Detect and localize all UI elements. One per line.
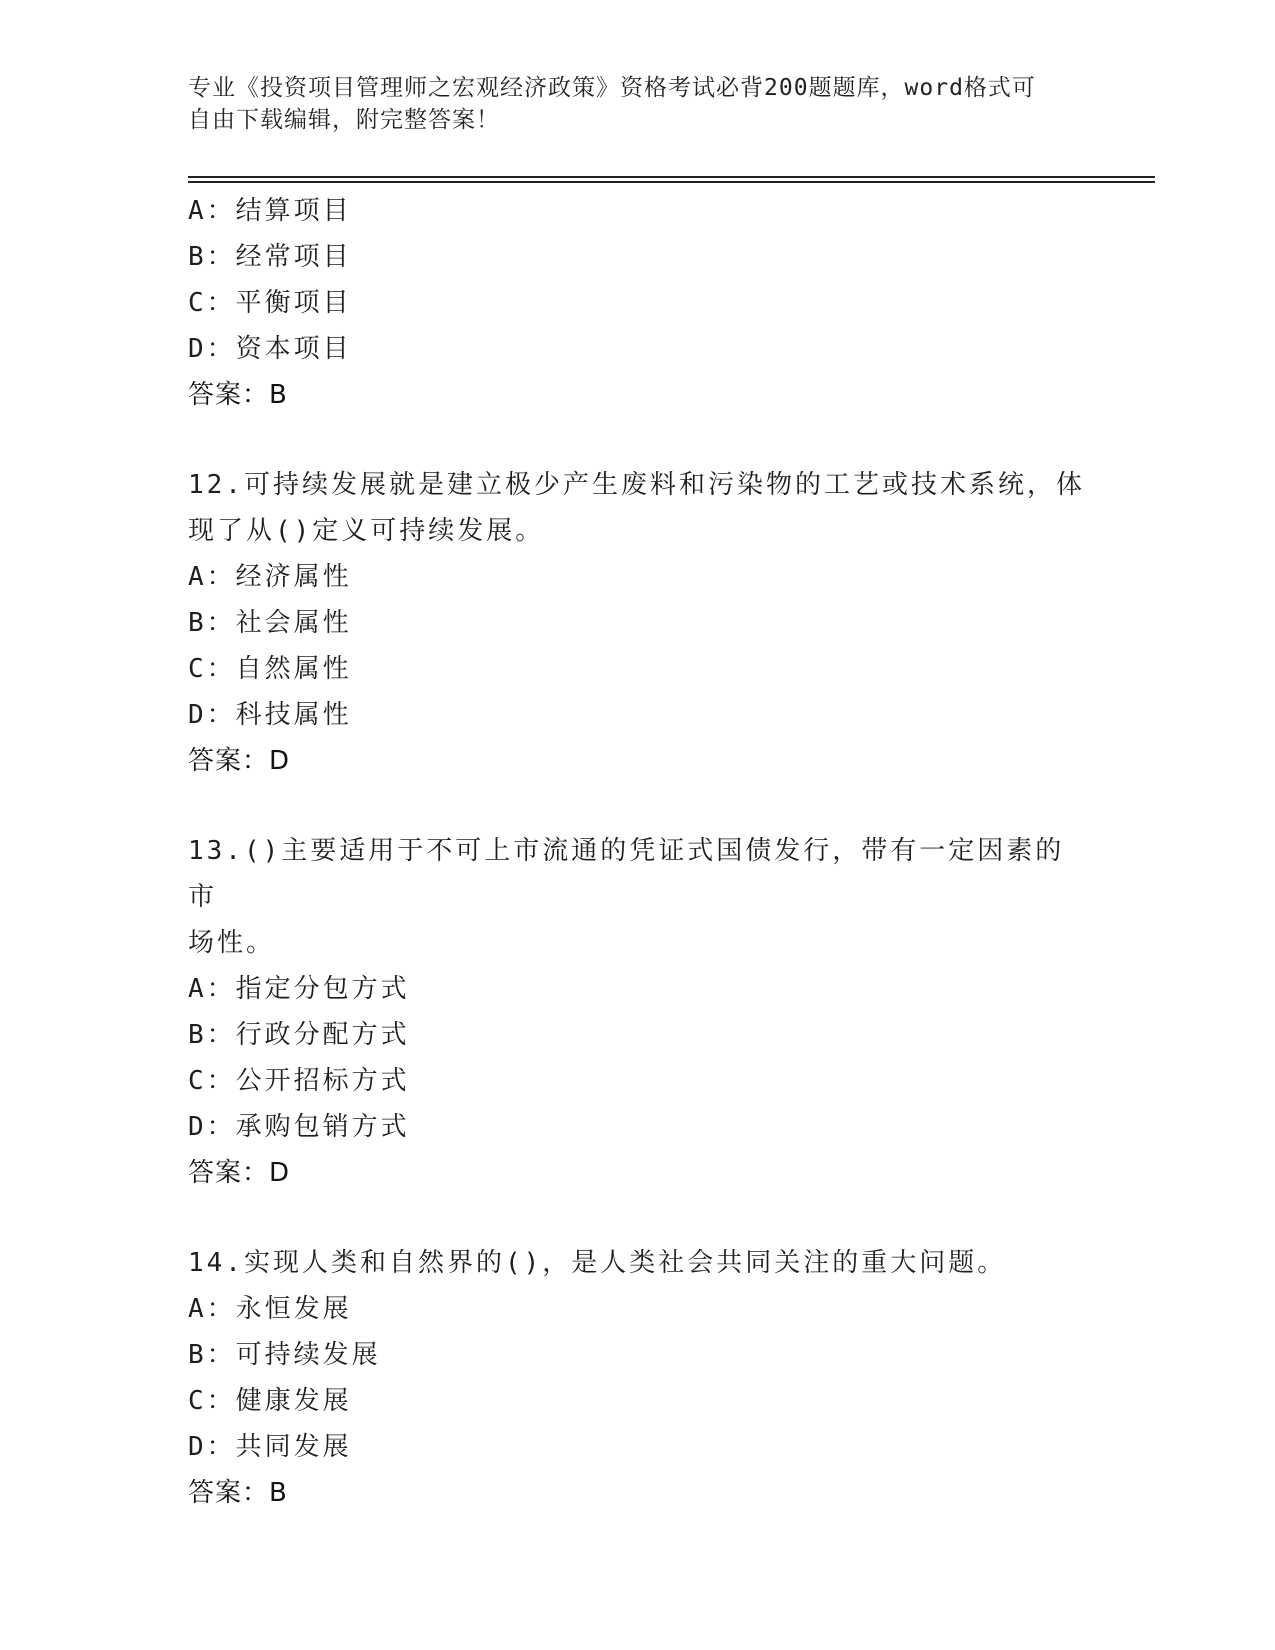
option-d bbox=[188, 1104, 1088, 1150]
option-d bbox=[188, 326, 1088, 372]
option-key: A： bbox=[188, 1294, 236, 1324]
option-text: 科技属性 bbox=[235, 700, 352, 730]
option-text: 行政分配方式 bbox=[235, 1020, 410, 1050]
option-text: 承购包销方式 bbox=[235, 1112, 410, 1142]
option-text: 结算项目 bbox=[235, 196, 352, 226]
spacer bbox=[188, 1196, 1088, 1240]
question-stem-line-2: 现了从()定义可持续发展。 bbox=[188, 516, 545, 546]
option-a bbox=[188, 1286, 1088, 1332]
answer-line: 答案：D bbox=[188, 1158, 291, 1188]
question-11 bbox=[188, 188, 1088, 418]
option-text: 自然属性 bbox=[235, 654, 352, 684]
option-c bbox=[188, 1058, 1088, 1104]
option-key: B： bbox=[188, 1340, 236, 1370]
option-key: C： bbox=[188, 654, 236, 684]
option-b bbox=[188, 1332, 1088, 1378]
header-divider-bottom bbox=[188, 181, 1155, 183]
option-d bbox=[188, 692, 1088, 738]
answer-line: 答案：B bbox=[188, 380, 288, 410]
header-title-line-2: 自由下载编辑，附完整答案！ bbox=[188, 107, 500, 133]
answer-line: 答案：D bbox=[188, 746, 291, 776]
option-key: C： bbox=[188, 1066, 236, 1096]
spacer bbox=[188, 784, 1088, 828]
option-b bbox=[188, 1012, 1088, 1058]
option-key: B： bbox=[188, 608, 236, 638]
question-stem-line-1: 13.()主要适用于不可上市流通的凭证式国债发行，带有一定因素的市 bbox=[188, 836, 1065, 912]
question-stem bbox=[188, 462, 1088, 554]
option-text: 指定分包方式 bbox=[235, 974, 410, 1004]
option-text: 经济属性 bbox=[235, 562, 352, 592]
option-text: 共同发展 bbox=[235, 1432, 352, 1462]
option-key: D： bbox=[188, 1112, 236, 1142]
question-stem bbox=[188, 1240, 1088, 1286]
option-b bbox=[188, 234, 1088, 280]
question-stem bbox=[188, 828, 1088, 966]
option-text: 资本项目 bbox=[235, 334, 352, 364]
option-a bbox=[188, 188, 1088, 234]
question-14 bbox=[188, 1240, 1088, 1516]
option-key: C： bbox=[188, 288, 236, 318]
option-a bbox=[188, 554, 1088, 600]
option-text: 平衡项目 bbox=[235, 288, 352, 318]
header-title-line-1: 专业《投资项目管理师之宏观经济政策》资格考试必背200题题库，word格式可 bbox=[188, 75, 1036, 101]
option-text: 可持续发展 bbox=[235, 1340, 381, 1370]
option-c bbox=[188, 1378, 1088, 1424]
question-stem-line-1: 14.实现人类和自然界的()，是人类社会共同关注的重大问题。 bbox=[188, 1248, 1007, 1278]
option-b bbox=[188, 600, 1088, 646]
question-stem-line-2: 场性。 bbox=[188, 928, 276, 958]
option-key: A： bbox=[188, 196, 236, 226]
header-divider-top bbox=[188, 176, 1155, 178]
option-a bbox=[188, 966, 1088, 1012]
option-key: D： bbox=[188, 334, 236, 364]
option-key: B： bbox=[188, 242, 236, 272]
option-text: 健康发展 bbox=[235, 1386, 352, 1416]
spacer bbox=[188, 418, 1088, 462]
question-12 bbox=[188, 462, 1088, 784]
question-stem-line-1: 12.可持续发展就是建立极少产生废料和污染物的工艺或技术系统，体 bbox=[188, 470, 1085, 500]
document-header bbox=[188, 72, 1068, 136]
option-key: A： bbox=[188, 974, 236, 1004]
option-text: 社会属性 bbox=[235, 608, 352, 638]
option-c bbox=[188, 280, 1088, 326]
option-d bbox=[188, 1424, 1088, 1470]
option-key: B： bbox=[188, 1020, 236, 1050]
question-13 bbox=[188, 828, 1088, 1196]
option-c bbox=[188, 646, 1088, 692]
option-key: D： bbox=[188, 1432, 236, 1462]
option-key: D： bbox=[188, 700, 236, 730]
option-key: C： bbox=[188, 1386, 236, 1416]
option-text: 永恒发展 bbox=[235, 1294, 352, 1324]
option-text: 经常项目 bbox=[235, 242, 352, 272]
option-text: 公开招标方式 bbox=[235, 1066, 410, 1096]
option-key: A： bbox=[188, 562, 236, 592]
answer-line: 答案：B bbox=[188, 1478, 288, 1508]
question-list bbox=[188, 188, 1088, 1516]
